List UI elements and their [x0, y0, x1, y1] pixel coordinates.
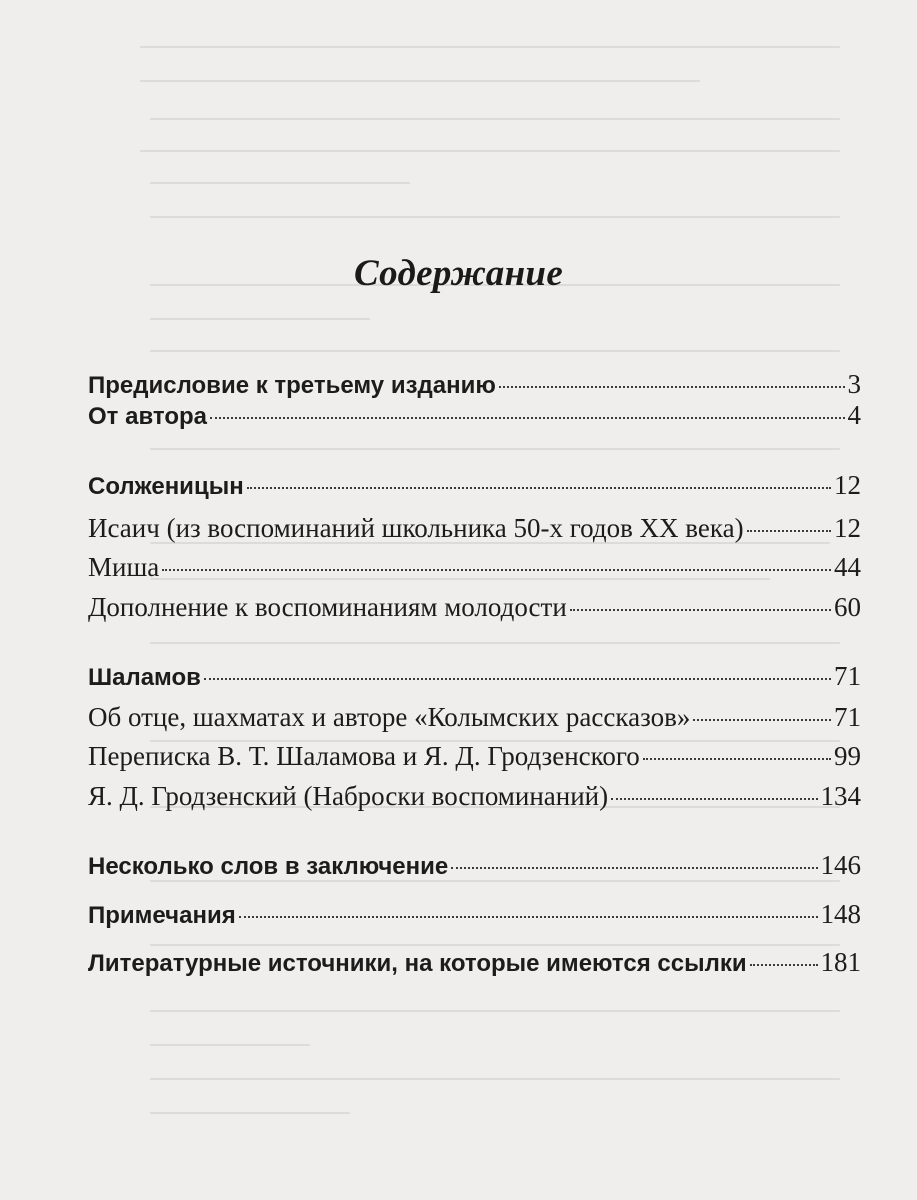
toc-entry-page: 60	[834, 592, 861, 622]
toc-entry-page: 12	[834, 513, 861, 543]
toc-entry-title: Несколько слов в заключение	[88, 853, 449, 880]
toc-entry[interactable]	[88, 468, 861, 504]
toc-entry-page: 99	[834, 741, 861, 771]
toc-entry-title: Предисловие к третьему изданию	[88, 372, 496, 399]
toc-entry[interactable]	[88, 739, 861, 773]
toc-entry[interactable]	[88, 848, 861, 884]
toc-entry-page: 12	[834, 470, 861, 500]
toc-leader-dots	[210, 417, 845, 419]
toc-leader-dots	[643, 758, 831, 760]
toc-entry-title: Исаич (из воспоминаний школьника 50-х годов XX века)	[88, 513, 744, 543]
toc-leader-dots	[247, 487, 831, 489]
toc-entry-title: Шаламов	[88, 664, 201, 691]
toc-entry[interactable]	[88, 398, 861, 434]
toc-entry[interactable]	[88, 945, 861, 981]
toc-entry[interactable]	[88, 897, 861, 933]
toc-entry[interactable]	[88, 779, 861, 813]
toc-entry-title: Солженицын	[88, 473, 244, 500]
toc-entry-page: 3	[847, 369, 861, 399]
toc-entry-title: Я. Д. Гродзенский (Наброски воспоминаний)	[88, 781, 609, 811]
toc-entry-page: 146	[820, 850, 861, 880]
toc-entry-title: Литературные источники, на которые имеются ссылки	[88, 950, 747, 977]
toc-entry[interactable]	[88, 700, 861, 734]
toc-entry-title: Примечания	[88, 902, 236, 929]
toc-leader-dots	[750, 964, 818, 966]
toc-leader-dots	[451, 867, 817, 869]
toc-entry[interactable]	[88, 550, 861, 584]
toc-leader-dots	[162, 569, 831, 571]
toc-leader-dots	[611, 798, 817, 800]
toc-entry-page: 148	[820, 899, 861, 929]
toc-entry-page: 44	[834, 552, 861, 582]
toc-entry-page: 71	[834, 702, 861, 732]
toc-entry-page: 4	[847, 400, 861, 430]
toc-leader-dots	[747, 530, 831, 532]
toc-entry-page: 71	[834, 661, 861, 691]
toc-entry-title: От автора	[88, 403, 207, 430]
toc-entry-title: Дополнение к воспоминаниям молодости	[88, 592, 567, 622]
toc-entry[interactable]	[88, 590, 861, 624]
toc-entry[interactable]	[88, 511, 861, 545]
toc-entry-page: 134	[820, 781, 861, 811]
toc-entry-page: 181	[820, 947, 861, 977]
toc-entry[interactable]	[88, 659, 861, 695]
toc-leader-dots	[570, 609, 831, 611]
toc-entry-title: Об отце, шахматах и авторе «Колымских рассказов»	[88, 702, 691, 732]
toc-leader-dots	[204, 678, 831, 680]
page-title: Содержание	[353, 253, 564, 294]
toc-entry-title: Переписка В. Т. Шаламова и Я. Д. Гродзенского	[88, 741, 640, 771]
toc-entry-title: Миша	[88, 552, 160, 582]
toc-leader-dots	[693, 719, 831, 721]
toc-leader-dots	[239, 916, 818, 918]
toc-leader-dots	[499, 386, 845, 388]
